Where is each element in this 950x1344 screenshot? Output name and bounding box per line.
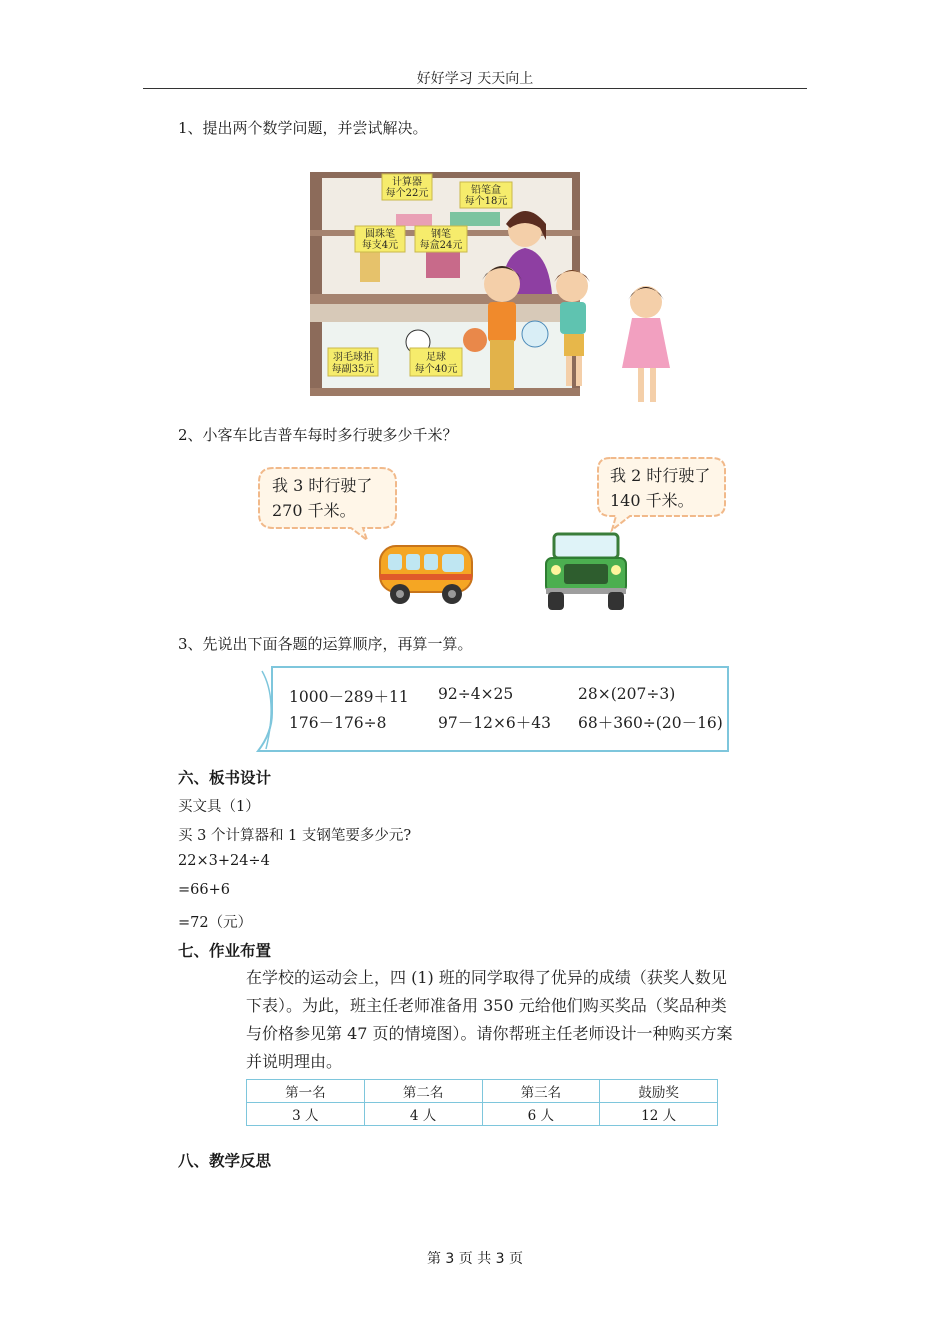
table-header-cell: 第一名 bbox=[247, 1080, 365, 1103]
jeep-illustration bbox=[540, 532, 632, 616]
expression-1: 1000－289＋11 bbox=[289, 688, 409, 706]
page-footer: 第 3 页 共 3 页 bbox=[426, 1251, 524, 1267]
table-header-cell: 第三名 bbox=[482, 1080, 600, 1103]
expression-3: 28×(207÷3) bbox=[578, 685, 676, 703]
board-line-5: =72（元） bbox=[178, 915, 253, 931]
homework-paragraph: 在学校的运动会上，四 (1) 班的同学取得了优异的成绩（获奖人数见下表）。为此，班主任老师准备用 350 元给他们购买奖品（奖品种类与价格参见第 47 页的情境图）。请你帮班主任老师设计一种购买方案并说明理由。 bbox=[246, 968, 733, 1071]
pencil-box bbox=[396, 214, 432, 226]
section-8-title: 八、教学反思 bbox=[178, 1152, 272, 1170]
shop-illustration bbox=[300, 162, 700, 410]
bubble-left-line2: 270 千米。 bbox=[272, 501, 356, 520]
expression-6: 68＋360÷(20－16) bbox=[578, 714, 723, 732]
expression-card bbox=[254, 663, 734, 757]
girl-figure bbox=[622, 286, 670, 402]
bubble-left-line1: 我 3 时行驶了 bbox=[272, 476, 373, 495]
basketball bbox=[463, 328, 487, 352]
question-3: 3、先说出下面各题的运算顺序，再算一算。 bbox=[178, 635, 473, 653]
bubble-right-line2: 140 千米。 bbox=[610, 491, 694, 510]
section-6-title: 六、板书设计 bbox=[178, 769, 272, 787]
question-1: 1、提出两个数学问题，并尝试解决。 bbox=[178, 119, 428, 137]
header-rule bbox=[143, 88, 807, 89]
board-line-2: 买 3 个计算器和 1 支钢笔要多少元? bbox=[178, 828, 412, 844]
sign-name-5: 羽毛球拍 bbox=[333, 352, 373, 363]
section-7-title: 七、作业布置 bbox=[178, 942, 272, 960]
pen-cup bbox=[360, 252, 380, 282]
board-line-1: 买文具（1） bbox=[178, 799, 260, 815]
table-header-cell: 鼓励奖 bbox=[600, 1080, 718, 1103]
sign-name-4: 钢笔 bbox=[431, 229, 451, 240]
expression-5: 97－12×6＋43 bbox=[438, 714, 552, 732]
sign-name-3: 圆珠笔 bbox=[365, 229, 395, 240]
sign-price-5: 每副35元 bbox=[331, 364, 375, 375]
awards-table bbox=[246, 1079, 718, 1126]
question-2: 2、小客车比吉普车每时多行驶多少千米？ bbox=[178, 426, 458, 444]
table-row bbox=[247, 1103, 718, 1126]
sign-name-2: 铅笔盒 bbox=[471, 185, 501, 196]
board-line-3: 22×3+24÷4 bbox=[178, 853, 270, 869]
table-header-cell: 第二名 bbox=[364, 1080, 482, 1103]
sign-price-6: 每个40元 bbox=[414, 364, 458, 375]
board-line-4: =66+6 bbox=[178, 882, 230, 898]
table-cell: 6 人 bbox=[482, 1103, 600, 1126]
sign-name-6: 足球 bbox=[426, 352, 446, 363]
sign-price-1: 每个22元 bbox=[385, 188, 429, 199]
sign-price-3: 每支4元 bbox=[361, 240, 399, 251]
sign-price-4: 每盒24元 bbox=[419, 240, 463, 251]
table-cell: 12 人 bbox=[600, 1103, 718, 1126]
table-header-row bbox=[247, 1080, 718, 1103]
table-cell: 4 人 bbox=[364, 1103, 482, 1126]
expression-4: 176－176÷8 bbox=[289, 714, 387, 732]
page-header: 好好学习 天天向上 bbox=[416, 71, 534, 87]
bubble-right-line1: 我 2 时行驶了 bbox=[610, 466, 711, 485]
sign-name-1: 计算器 bbox=[392, 177, 422, 188]
expression-2: 92÷4×25 bbox=[438, 685, 514, 703]
table-cell: 3 人 bbox=[247, 1103, 365, 1126]
bus-illustration bbox=[376, 540, 476, 610]
sign-price-2: 每个18元 bbox=[464, 196, 508, 207]
